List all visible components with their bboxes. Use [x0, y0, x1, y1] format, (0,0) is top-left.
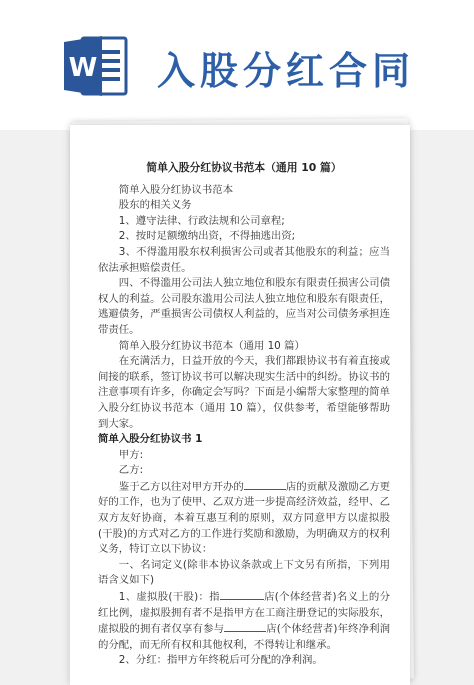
party-b-label: 乙方: — [118, 464, 144, 477]
document-title: 简单入股分红协议书范本（通用 10 篇） — [146, 161, 342, 174]
duty-item: 3、不得滥用股东权利损害公司或者其他股东的利益；应当依法承担赔偿责任。 — [98, 245, 390, 274]
duty-item: 2、按时足额缴纳出资，不得抽逃出资; — [118, 230, 296, 243]
header-banner — [0, 0, 474, 130]
page-title: 入股分红合同 — [157, 49, 416, 93]
intro-paragraph: 在充满活力，日益开放的今天，我们都跟协议书有着直接或间接的联系，签订协议书可以解决现实生活中的纠纷。协议书的注意事项有许多，你确定会写吗？下面是小编帮大家整理的简单入股分红协议书范本（通用 10 篇），仅供参考，希望能够帮助到大家。 — [98, 355, 390, 430]
section-heading: 简单入股分红协议书范本（通用 10 篇） — [118, 339, 305, 352]
definition-item: 2、分红：指甲方年终税后可分配的净利润。 — [118, 654, 323, 667]
duty-item: 1、遵守法律、行政法规和公司章程; — [118, 214, 285, 227]
def1-mid2: 店(个体经营者)年终净利润的分配，而无所有权和其他权利，不得转让和继承。 — [98, 623, 391, 651]
definitions-heading: 一、名词定义(除非本协议条款或上下文另有所指，下列用语含义如下) — [98, 558, 390, 587]
word-document-icon — [60, 30, 132, 102]
main-text-pre: 鉴于乙方以往对甲方开办的 — [118, 480, 244, 493]
def1-pre: 1、虚拟股(干股)：指 — [118, 591, 220, 604]
blank-line — [224, 621, 266, 632]
definition-item — [98, 589, 390, 653]
blank-line — [220, 589, 264, 600]
section-heading: 简单入股分红协议书范本 — [118, 183, 234, 196]
agreement-heading: 简单入股分红协议书 1 — [98, 433, 203, 446]
paragraph: 四、不得滥用公司法人独立地位和股东有限责任损害公司债权人的利益。公司股东滥用公司法人独立地位和股东有限责任，逃避债务，严重损害公司债权人利益的，应当对公司债务承担连带责任。 — [98, 277, 390, 336]
def1-mid1: 店(个体经营者)名义上的分红比例，虚拟股拥有者不是指甲方在工商注册登记的实际股东，虚拟股的拥有者仅享有参与 — [98, 591, 390, 636]
blank-line — [244, 479, 286, 490]
main-text-post: 店的贡献及激励乙方更好的工作，也为了使甲、乙双方进一步提高经济效益，经甲、乙双方友好协商，本着互惠互利的原则，双方同意甲方以虚拟股(干股)的方式对乙方的工作进行奖励和激励，为明确双方的权利义务，特订立以下协议： — [98, 480, 391, 556]
word-logo-letter: W — [68, 53, 98, 83]
duties-heading: 股东的相关义务 — [118, 199, 192, 212]
party-a-label: 甲方: — [118, 448, 144, 461]
main-paragraph — [98, 479, 390, 558]
document-body — [98, 160, 390, 669]
